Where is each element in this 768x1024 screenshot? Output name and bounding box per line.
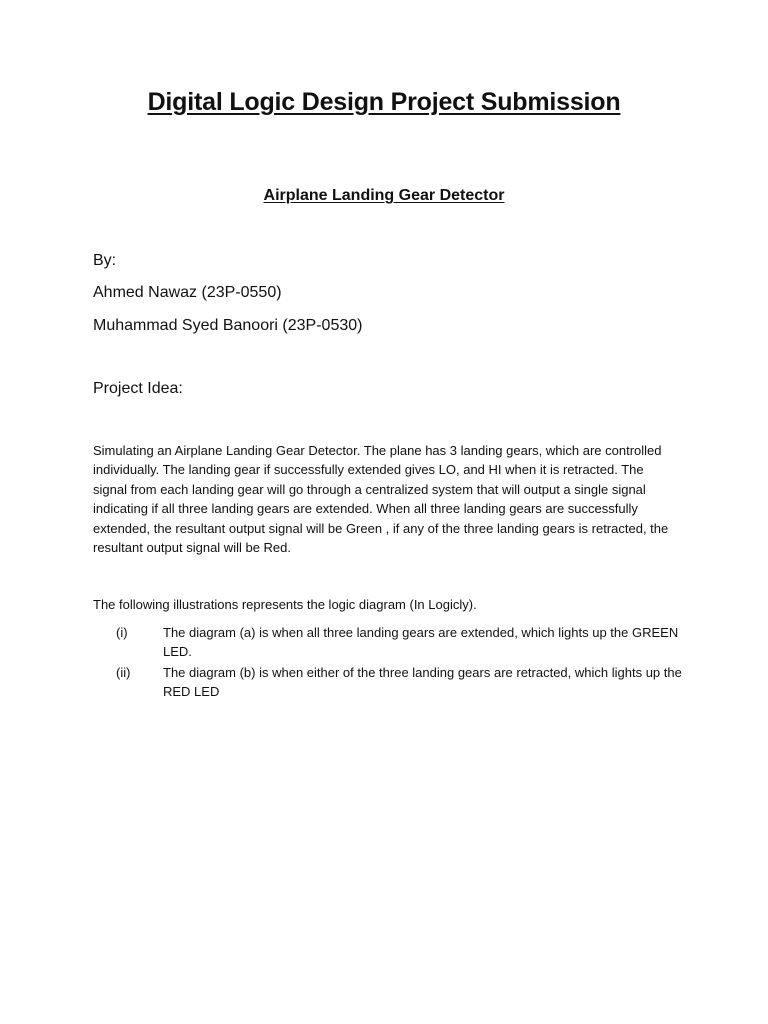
diagram-list xyxy=(93,623,683,703)
by-label: By: xyxy=(93,252,117,269)
document-subtitle: Airplane Landing Gear Detector xyxy=(263,187,505,204)
list-item xyxy=(93,663,683,702)
author-name: Muhammad Syed Banoori (23P-0530) xyxy=(93,317,363,334)
author-name: Ahmed Nawaz (23P-0550) xyxy=(93,284,282,301)
illustrations-intro: The following illustrations represents the logic diagram (In Logicly). xyxy=(93,597,477,612)
list-marker: (ii) xyxy=(116,664,131,680)
project-idea-paragraph: Simulating an Airplane Landing Gear Detector. The plane has 3 landing gears, which are controlled individually. The landing gear if successfully extended gives LO, and HI when it is retracted. The signal from each landing gear will go through a centralized system that will output a single signal indicating if all three landing gears are extended. When all three landing gears are successfully extended, the resultant output signal will be Green , if any of the three landing gears is retracted, the resultant output signal will be Red. xyxy=(93,443,669,556)
list-item xyxy=(93,623,683,662)
list-item-text: The diagram (a) is when all three landing gears are extended, which lights up the GREEN LED. xyxy=(163,625,679,660)
project-idea-heading: Project Idea: xyxy=(93,380,183,397)
document-title: Digital Logic Design Project Submission xyxy=(147,88,621,116)
list-item-text: The diagram (b) is when either of the three landing gears are retracted, which lights up the RED LED xyxy=(163,664,682,700)
list-marker: (i) xyxy=(116,625,128,640)
